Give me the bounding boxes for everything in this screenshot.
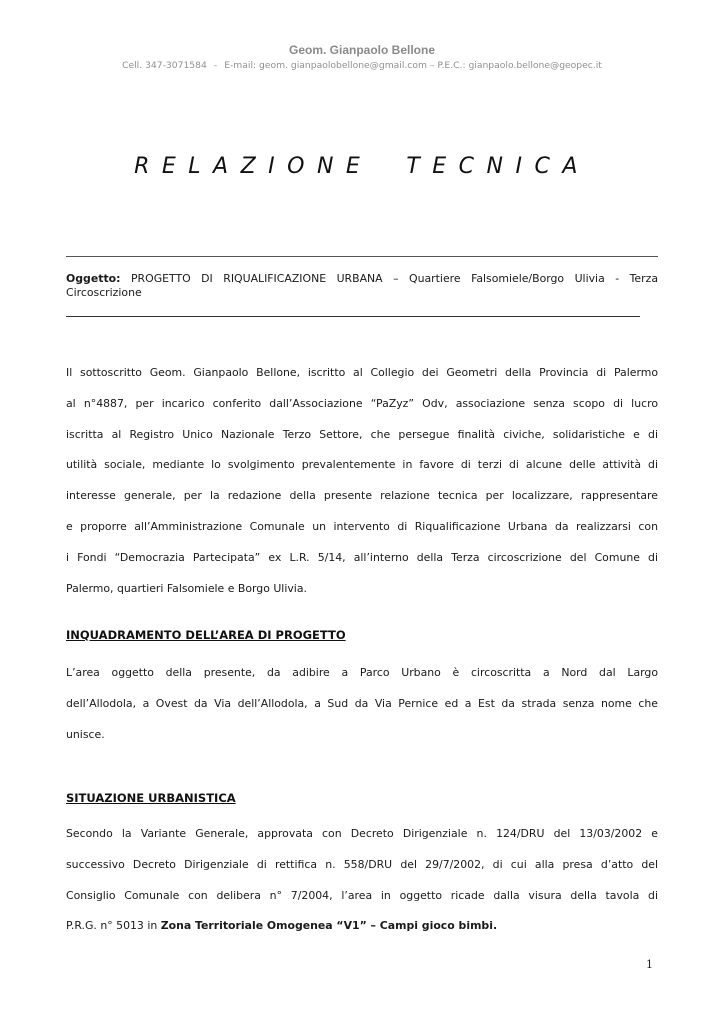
letterhead — [0, 42, 724, 73]
heading-situazione-urbanistica: SITUAZIONE URBANISTICA — [66, 791, 236, 805]
area-line: dell’Allodola, a Ovest da Via dell’Allodola, a Sud da Via Pernice ed a Est da strada senza nome che — [66, 696, 658, 710]
intro-line: utilità sociale, mediante lo svolgimento prevalentemente in favore di terzi di alcune delle attività di — [66, 458, 658, 472]
subject-text: PROGETTO DI RIQUALIFICAZIONE URBANA – Quartiere Falsomiele/Borgo Ulivia - Terza Circoscrizione — [66, 272, 658, 299]
document-title — [0, 154, 724, 179]
subject-underline — [66, 316, 640, 317]
page-number: 1 — [646, 958, 653, 971]
intro-paragraph — [66, 358, 658, 604]
urban-line: successivo Decreto Dirigenziale di rettifica n. 558/DRU del 29/7/2002, di cui alla presa d’atto del — [66, 857, 658, 871]
urban-line — [66, 911, 658, 942]
subject-label: Oggetto: — [66, 272, 121, 285]
area-paragraph — [66, 658, 658, 750]
title-word-tecnica: TECNICA — [406, 154, 590, 179]
intro-line: Il sottoscritto Geom. Gianpaolo Bellone, iscritto al Collegio dei Geometri della Provincia di Palermo — [66, 366, 658, 379]
urban-paragraph — [66, 819, 658, 942]
intro-line: Palermo, quartieri Falsomiele e Borgo Ulivia. — [66, 581, 307, 595]
letterhead-separator: - — [213, 60, 218, 71]
urban-line-prefix: P.R.G. n° 5013 in — [66, 919, 161, 933]
zone-classification: Zona Territoriale Omogenea “V1” – Campi gioco bimbi. — [160, 919, 498, 933]
intro-line: e proporre all’Amministrazione Comunale un intervento di Riqualificazione Urbana da realizzarsi con — [66, 519, 658, 533]
letterhead-email: E-mail: geom. gianpaolobellone@gmail.com – P.E.C.: gianpaolo.bellone@geopec.it — [224, 60, 602, 71]
intro-line: interesse generale, per la redazione della presente relazione tecnica per localizzare, rappresentare — [66, 489, 658, 503]
urban-line: Secondo la Variante Generale, approvata con Decreto Dirigenziale n. 124/DRU del 13/03/2002 e — [66, 827, 658, 840]
subject-block — [66, 272, 658, 300]
top-divider — [66, 256, 658, 257]
heading-area-inquadramento: INQUADRAMENTO DELL’AREA DI PROGETTO — [66, 628, 346, 642]
area-line: unisce. — [66, 727, 105, 741]
letterhead-cell: Cell. 347-3071584 — [122, 60, 207, 71]
urban-line: Consiglio Comunale con delibera n° 7/2004, l’area in oggetto ricade dalla visura della tavola di — [66, 888, 658, 902]
title-word-relazione: RELAZIONE — [134, 154, 373, 179]
intro-line: i Fondi “Democrazia Partecipata” ex L.R. 5/14, all’interno della Terza circoscrizione del Comune di — [66, 550, 658, 564]
area-line: L’area oggetto della presente, da adibire a Parco Urbano è circoscritta a Nord dal Largo — [66, 666, 658, 679]
intro-line: al n°4887, per incarico conferito dall’Associazione “PaZyz” Odv, associazione senza scopo di lucro — [66, 396, 658, 410]
letterhead-contacts — [0, 59, 724, 73]
letterhead-name: Geom. Gianpaolo Bellone — [288, 43, 436, 57]
intro-line: iscritta al Registro Unico Nazionale Terzo Settore, che persegue finalità civiche, solidaristiche e di — [66, 427, 658, 441]
